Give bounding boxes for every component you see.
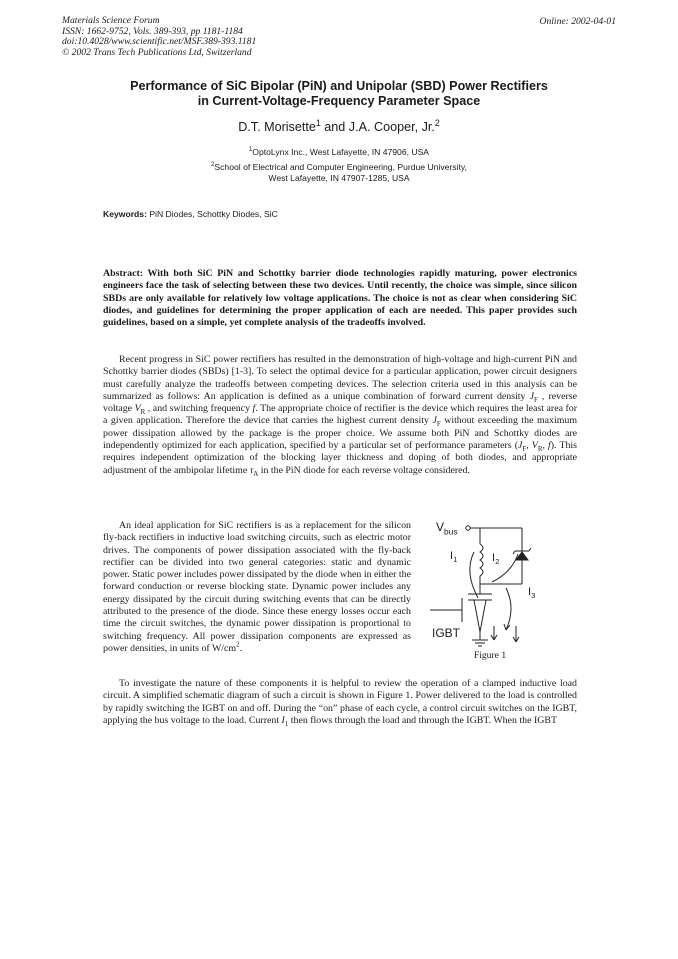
author-2: J.A. Cooper, Jr. — [348, 120, 435, 134]
abstract: Abstract: With both SiC PiN and Schottky barrier diode technologies rapidly maturing, power electronics engineers face the task of selecting between these two devices. Until recently, the choice was simple, since silicon SBDs are only available for relatively low voltage applications. The choice is not as clear when considering SiC diodes, and guidelines for determining the proper application of each are needed. This paper provides such guidelines, based on a simple, yet complete analysis of the tradeoffs involved. — [103, 268, 577, 329]
online-date: Online: 2002-04-01 — [539, 16, 616, 27]
author-1: D.T. Morisette — [238, 120, 316, 134]
igbt-label: IGBT — [432, 626, 461, 640]
copyright-line: © 2002 Trans Tech Publications Ltd, Switzerland — [62, 46, 252, 58]
keywords-text: PiN Diodes, Schottky Diodes, SiC — [146, 209, 278, 219]
figure-1-circuit — [422, 522, 542, 662]
i1-label: $I_1$ — [450, 550, 458, 565]
issn-line: ISSN: 1662-9752, Vols. 389-393, pp 1181-1184 — [62, 25, 243, 37]
i3-label: $I_3$ — [528, 586, 536, 601]
vbus-label: $V_{bus}$ — [436, 520, 458, 537]
affiliation-1-mark: 1 — [248, 147, 253, 154]
figure-1-caption: Figure 1 — [473, 650, 507, 661]
doi-link[interactable]: doi:10.4028/www.scientific.net/MSF.389-393.1181 — [62, 36, 257, 48]
paragraph-2: An ideal application for SiC rectifiers is as a replacement for the silicon fly-back rectifiers in inductive load switching circuits, such as electric motor drives. The components of power dissipation associated with the fly-back rectifier can be divided into two general categories: static and dynamic power. Static power includes power dissipated by the diode when in either the forward conduction or reverse blocking state. Dynamic power includes any energy dissipated by the circuit during switching events that can be directly attributed to the presence of the diode. Since these energy losses occur each time the circuit switches, the dynamic power dissipation is proportional to switching frequency. All power dissipation components are expressed as power densities, in units of $W/cm^2$. — [103, 520, 411, 654]
paragraph-1: Recent progress in SiC power rectifiers has resulted in the demonstration of high-voltage and high-current PiN and Schottky barrier diodes (SBDs) [1-3]. To select the optimal device for a particular application, power circuit designers must carefully analyze the tradeoffs between competing devices. The selection criteria used in this analysis can be summarized as follows: An application is defined as a unique combination of forward current density $J_F$ , reverse voltage $V_R$ , and switching frequency f. The appropriate choice of rectifier is the device which requires the least area for a given application. Therefore the device that carries the highest current density $J_F$ without exceeding the maximum power dissipation allowed by the package is the proper choice. We assume both PiN and Schottky diodes are independently optimized for each application, specified by a particular set of performance parameters ($J_F$, $V_R$, f). This requires independent optimization of the blocking layer thickness and doping of both diodes, and appropriate adjustment of the ambipolar lifetime $\tau_A$ in the PiN diode for each reverse voltage considered. — [103, 354, 578, 478]
author-and: and — [320, 120, 349, 134]
author-2-affil-mark: 2 — [434, 117, 440, 128]
circuit-diagram — [422, 522, 542, 662]
i2-label: $I_2$ — [492, 552, 500, 567]
affiliation-2 — [0, 162, 678, 184]
keywords-label: Keywords: — [103, 209, 147, 219]
author-1-affil-mark: 1 — [315, 117, 321, 128]
affiliation-2-mark: 2 — [211, 162, 215, 169]
affiliation-2-line-1: School of Electrical and Computer Engineering, Purdue University, — [214, 162, 467, 172]
affiliation-1 — [0, 147, 678, 158]
paragraph-3: To investigate the nature of these components it is helpful to review the operation of a clamped inductive load circuit. A simplified schematic diagram of such a circuit is shown in Figure 1. Power delivered to the load is controlled by rapidly switching the IGBT on and off. During the “on” phase of each cycle, a control circuit switches on the IGBT, applying the bus voltage to the load. Current $I_1$ then flows through the load and through the IGBT. When the IGBT — [103, 678, 577, 728]
journal-name: Materials Science Forum — [62, 15, 160, 26]
affiliation-1-text: OptoLynx Inc., West Lafayette, IN 47906, USA — [252, 147, 430, 157]
keywords — [103, 209, 278, 219]
title-line-1: Performance of SiC Bipolar (PiN) and Unipolar (SBD) Power Rectifiers — [130, 79, 548, 93]
affiliation-2-line-2: West Lafayette, IN 47907-1285, USA — [268, 173, 410, 183]
title-line-2: in Current-Voltage-Frequency Parameter Space — [197, 94, 481, 108]
journal-header — [62, 16, 362, 58]
paper-title — [0, 79, 678, 109]
author-line — [0, 117, 678, 134]
